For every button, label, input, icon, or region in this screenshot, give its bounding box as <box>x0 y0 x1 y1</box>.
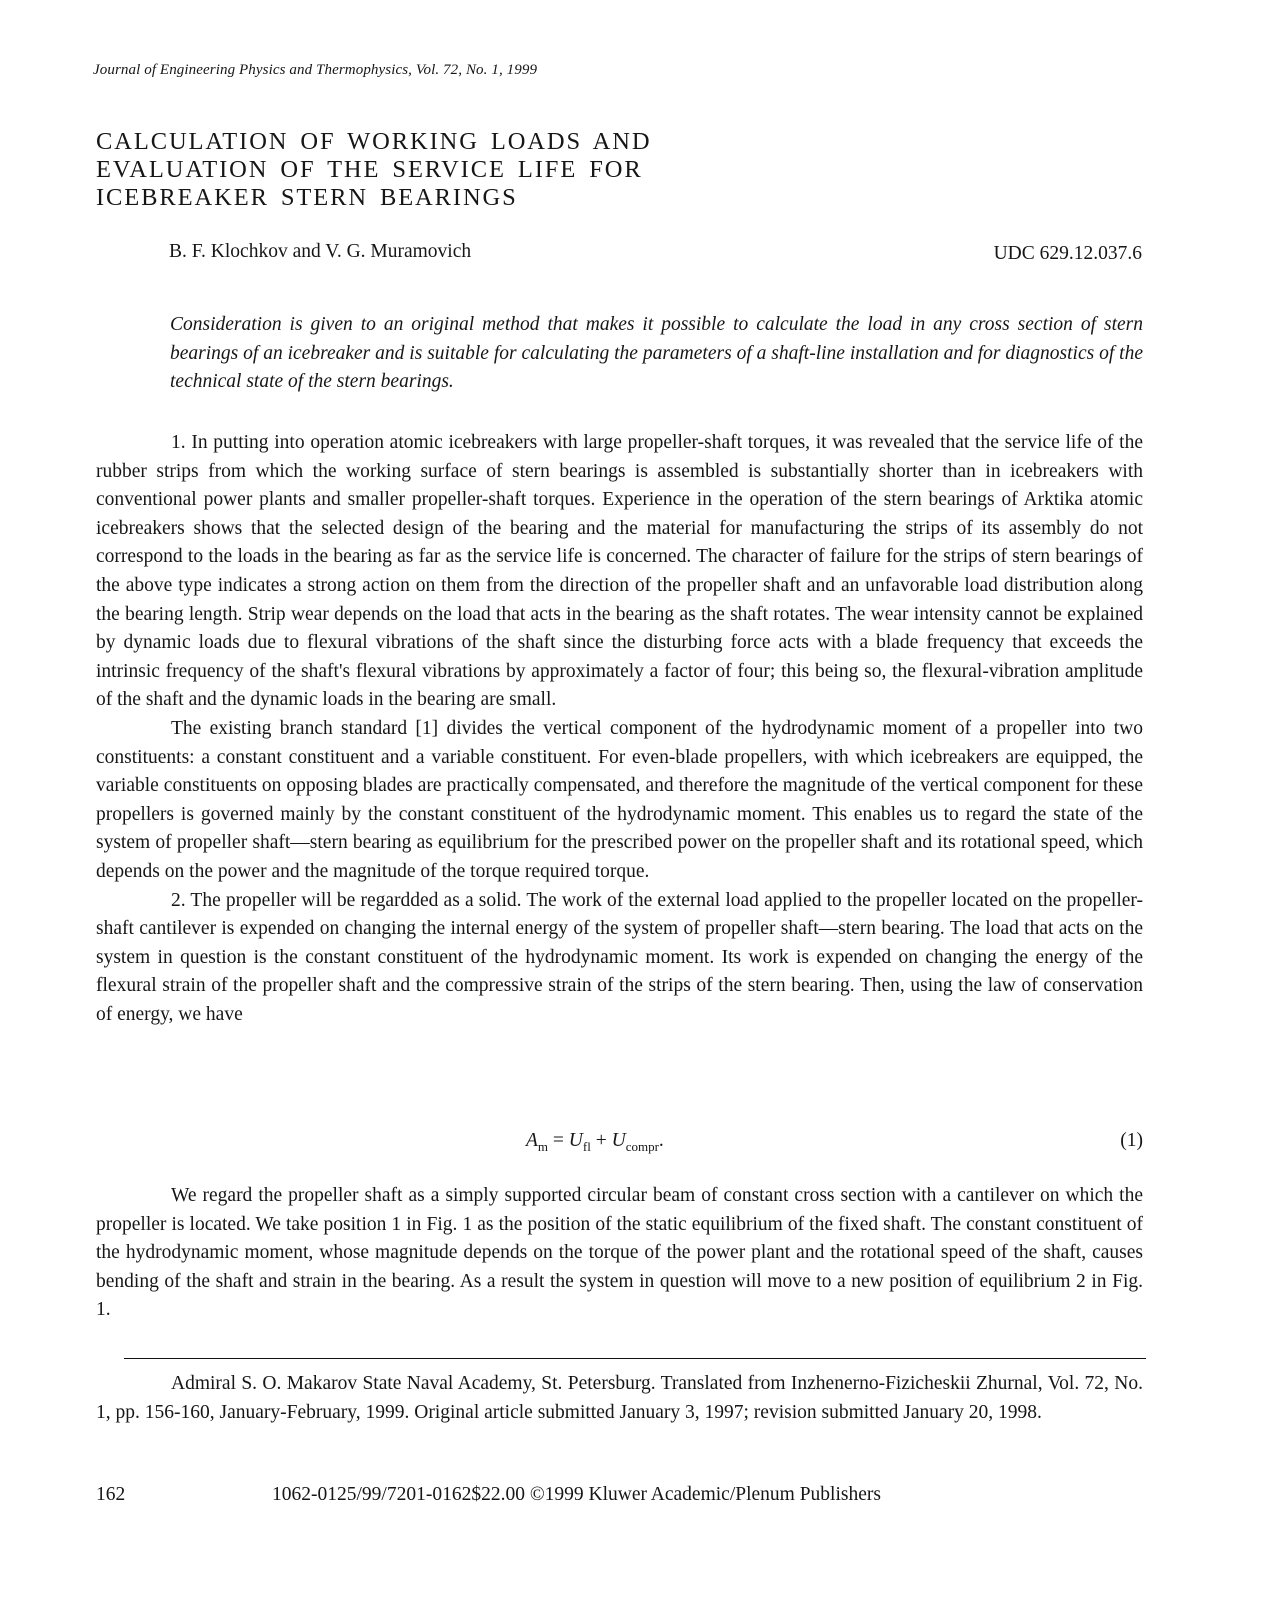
paragraph: The existing branch standard [1] divides the vertical component of the hydrodynamic moment of a propeller into two constituents: a constant constituent and a variable constituent. For even-blade propellers, with which icebreakers are equipped, the variable constituents on opposing blades are practically compensated, and therefore the magnitude of the vertical component for these propellers is governed mainly by the constant constituent of the hydrodynamic moment. This enables us to regard the state of the system of propeller shaft—stern bearing as equilibrium for the prescribed power on the propeller shaft and its rotational speed, which depends on the power and the magnitude of the torque required torque. <box>96 717 1143 882</box>
eq-period: . <box>658 1130 664 1151</box>
paragraph: 2. The propeller will be regardded as a solid. The work of the external load applied to the propeller located on the propeller-shaft cantilever is expended on changing the internal energy of the system of propeller shaft—stern bearing. The load that acts on the system in question is the constant constituent of the hydrodynamic moment. Its work is expended on changing the energy of the flexural strain of the propeller shaft and the compressive strain of the strips of the stern bearing. Then, using the law of conservation of energy, we have <box>96 889 1143 1025</box>
paper-title <box>96 128 696 212</box>
equation-number: (1) <box>1120 1130 1143 1151</box>
paragraph: We regard the propeller shaft as a simply supported circular beam of constant cross section with a cantilever on which the propeller is located. We take position 1 in Fig. 1 as the position of the static equilibrium of the fixed shaft. The constant constituent of the hydrodynamic moment, whose magnitude depends on the torque of the power plant and the rotational speed of the shaft, causes bending of the shaft and strain in the bearing. As a result the system in question will move to a new position of equilibrium 2 in Fig. 1. <box>96 1185 1143 1321</box>
title-line: CALCULATION OF WORKING LOADS AND <box>96 128 652 155</box>
eq-equals: = <box>552 1130 564 1151</box>
footnote-text: Admiral S. O. Makarov State Naval Academy, St. Petersburg. Translated from Inzhenerno-Fizicheskii Zhurnal, Vol. 72, No. 1, pp. 156-160, January-February, 1999. Original article submitted January 3, 1997; revision submitted January 20, 1998. <box>96 1373 1143 1423</box>
eq-lhs: A <box>526 1130 538 1151</box>
body-text <box>96 429 1143 1029</box>
title-line: EVALUATION OF THE SERVICE LIFE FOR <box>96 156 643 183</box>
page-number: 162 <box>96 1484 126 1505</box>
body-text-continued <box>96 1182 1143 1325</box>
footnote <box>96 1370 1143 1427</box>
authors: B. F. Klochkov and V. G. Muramovich <box>169 241 472 262</box>
equation-1 <box>96 1130 1143 1160</box>
equation-formula <box>526 1130 664 1155</box>
eq-term-2-sub: compr <box>625 1139 659 1154</box>
eq-lhs-sub: m <box>537 1139 549 1154</box>
eq-plus: + <box>595 1130 607 1151</box>
journal-header: Journal of Engineering Physics and Thermophysics, Vol. 72, No. 1, 1999 <box>93 62 538 78</box>
eq-term-1-sub: fl <box>582 1139 591 1154</box>
paragraph: 1. In putting into operation atomic icebreakers with large propeller-shaft torques, it was revealed that the service life of the rubber strips from which the working surface of stern bearings is assembled is substantially shorter than in icebreakers with conventional power plants and smaller propeller-shaft torques. Experience in the operation of the stern bearings of Arktika atomic icebreakers shows that the selected design of the bearing and the material for manufacturing the strips of its assembly do not correspond to the loads in the bearing as far as the service life is concerned. The character of failure for the strips of stern bearings of the above type indicates a strong action on them from the direction of the propeller shaft and an unfavorable load distribution along the bearing length. Strip wear depends on the load that acts in the bearing as the shaft rotates. The wear intensity cannot be explained by dynamic loads due to flexural vibrations of the shaft since the disturbing force acts with a blade frequency that exceeds the intrinsic frequency of the shaft's flexural vibrations by approximately a factor of four; this being so, the flexural-vibration amplitude of the shaft and the dynamic loads in the bearing are small. <box>96 432 1143 711</box>
copyright-line: 1062-0125/99/7201-0162$22.00 ©1999 Kluwer Academic/Plenum Publishers <box>272 1484 881 1505</box>
udc-code: UDC 629.12.037.6 <box>993 243 1142 264</box>
title-line: ICEBREAKER STERN BEARINGS <box>96 184 518 211</box>
footnote-divider <box>124 1358 1146 1359</box>
eq-term-1: U <box>568 1130 583 1151</box>
abstract: Consideration is given to an original method that makes it possible to calculate the load in any cross section of stern bearings of an icebreaker and is suitable for calculating the parameters of a shaft-line installation and for diagnostics of the technical state of the stern bearings. <box>170 314 1143 393</box>
eq-term-2: U <box>611 1130 626 1151</box>
